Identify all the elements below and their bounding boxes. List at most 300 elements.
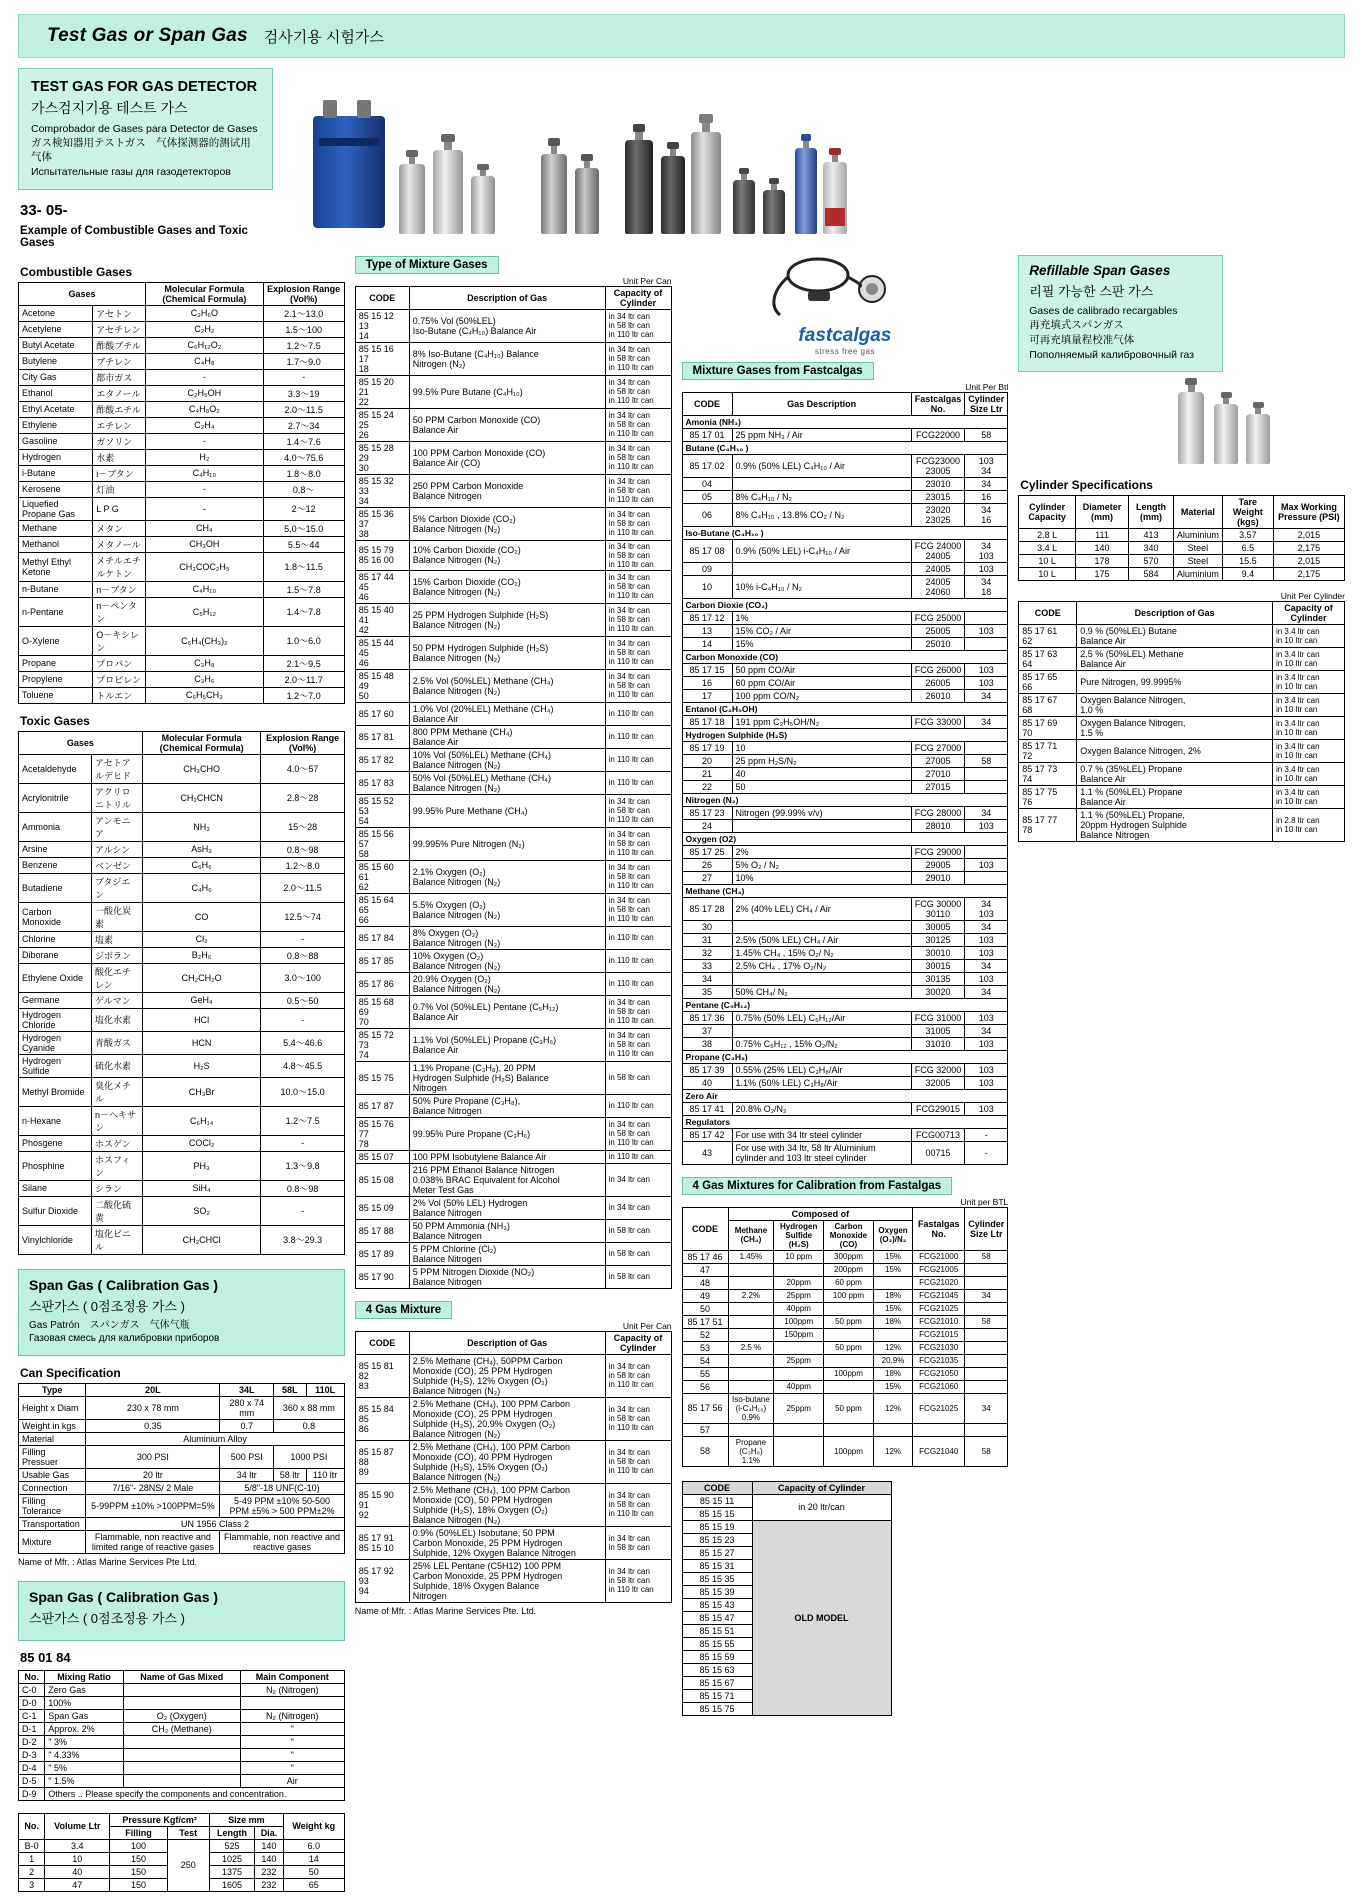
table-row — [682, 1302, 1008, 1315]
regulator-photo — [682, 255, 1009, 325]
four-gas-fastcal-body — [682, 1250, 1008, 1466]
table-cell: C₃H₆ — [146, 671, 264, 687]
table-cell: Others .. Please specify the components and concentration. — [45, 1787, 344, 1800]
table-cell: Aluminium Alloy — [86, 1432, 344, 1445]
table-cell: 2～12 — [263, 497, 344, 520]
table-cell: C₄H₈O₂ — [146, 401, 264, 417]
table-cell: 5/8"-18 UNF(C-10) — [220, 1481, 344, 1494]
table-cell — [123, 1683, 240, 1696]
table-cell: 103 — [965, 946, 1008, 959]
table-cell: 18% — [873, 1367, 912, 1380]
gas-group-header: Iso-Butane (C₄H₁₀ ) — [682, 526, 1008, 539]
gas-group-header: Methane (CH₄) — [682, 884, 1008, 897]
table-cell: 85 17 84 — [355, 926, 409, 949]
table-cell: Benzene — [19, 857, 92, 873]
th-cyl-pressure: Max Working Pressure (PSI) — [1273, 496, 1344, 529]
table-cell: 52 — [682, 1328, 728, 1341]
refillable-body — [1019, 625, 1345, 842]
table-row — [355, 342, 671, 375]
table-row — [19, 536, 345, 552]
table-row — [19, 754, 345, 783]
four-gas-fastcal-table — [682, 1207, 1009, 1467]
table-cell: COCl₂ — [142, 1135, 261, 1151]
span-gas-title-kr-2: 스판가스 ( 0점조정용 가스 ) — [29, 1610, 185, 1626]
table-cell: FCG21040 — [913, 1436, 965, 1466]
table-cell: 500 PSI — [220, 1445, 274, 1468]
table-row — [682, 1102, 1008, 1115]
table-cell: n-Butane — [19, 581, 93, 597]
table-cell: 85 15 84 85 86 — [355, 1397, 409, 1440]
table-cell: 22 — [682, 780, 732, 793]
table-cell: 1.0～6.0 — [263, 626, 344, 655]
table-cell: 150 — [110, 1865, 167, 1878]
th-co: Carbon Monoxide (CO) — [824, 1220, 874, 1250]
table-cell: 85 15 27 — [682, 1546, 752, 1559]
table-cell: Filling Pressuer — [19, 1445, 86, 1468]
table-row — [682, 1076, 1008, 1089]
table-cell: 85 17 69 70 — [1019, 717, 1077, 740]
table-row — [682, 1141, 1008, 1164]
table-cell: 49 — [682, 1289, 728, 1302]
table-row — [682, 562, 1008, 575]
table-cell: 50 — [682, 1302, 728, 1315]
table-cell: 85 17 65 66 — [1019, 671, 1077, 694]
table-cell: 0.9 % (50%LEL) Butane Balance Air — [1077, 625, 1273, 648]
example-heading: Example of Combustible Gases and Toxic Gases — [20, 224, 248, 249]
intro-section — [18, 68, 1345, 249]
table-cell: 12% — [873, 1393, 912, 1423]
table-row — [355, 1397, 671, 1440]
table-cell: 413 — [1129, 529, 1174, 542]
table-cell: 10 L — [1019, 555, 1076, 568]
table-cell: 28010 — [911, 819, 965, 832]
table-cell — [965, 871, 1008, 884]
table-cell: 1.2～8.0 — [261, 857, 344, 873]
table-cell: 50 ppm — [824, 1341, 874, 1354]
table-cell: Germane — [19, 992, 92, 1008]
table-cell: in 58 ltr can — [605, 1219, 671, 1242]
table-cell: FCG 26000 — [911, 663, 965, 676]
table-row — [355, 309, 671, 342]
table-cell: 水素 — [93, 449, 146, 465]
table-cell: 34 — [965, 1393, 1008, 1423]
four-gas-fastcal-label: 4 Gas Mixtures for Calibration from Fastalgas — [682, 1177, 953, 1195]
table-cell: 2.5% Vol (50%LEL) Methane (CH₄) Balance Nitrogen (N₂) — [409, 669, 605, 702]
table-cell: 2,015 — [1273, 529, 1344, 542]
table-cell: 300ppm — [824, 1250, 874, 1263]
table-cell: D-2 — [19, 1735, 45, 1748]
table-cell: Nitrogen (99.99% v/v) — [732, 806, 911, 819]
table-cell: FCG 28000 — [911, 806, 965, 819]
table-cell: Silane — [19, 1180, 92, 1196]
table-cell: 25ppm — [774, 1354, 824, 1367]
table-row — [682, 754, 1008, 767]
table-cell: in 34 ltr can in 58 ltr can in 110 ltr can — [605, 342, 671, 375]
four-gas-mixture-table — [355, 1331, 672, 1603]
table-cell: CO — [142, 902, 261, 931]
table-cell: 20ppm — [774, 1276, 824, 1289]
table-cell: in 3.4 ltr can in 10 ltr can — [1272, 763, 1344, 786]
table-cell — [965, 1341, 1008, 1354]
table-cell: Span Gas — [45, 1709, 124, 1722]
table-row — [19, 369, 345, 385]
gas-group-header: Butane (C₄H₁₀ ) — [682, 441, 1008, 454]
table-cell: PH₃ — [142, 1151, 261, 1180]
table-cell: 酢酸エチル — [93, 401, 146, 417]
table-cell: 85 17 12 — [682, 611, 732, 624]
table-cell: 5-49 PPM ±10% 50-500 PPM ±5% > 500 PPM±2% — [220, 1494, 344, 1517]
table-row — [19, 902, 345, 931]
cylinder-icon-9 — [733, 168, 755, 234]
table-cell: Butadiene — [19, 873, 92, 902]
table-cell: - — [965, 1128, 1008, 1141]
table-cell: 7/16"- 28NS/ 2 Male — [86, 1481, 220, 1494]
span-gas-code: 85 01 84 — [20, 1649, 71, 1665]
table-cell: 58 — [965, 428, 1008, 441]
table-cell: " — [240, 1748, 344, 1761]
table-cell: 1.1% Vol (50%LEL) Propane (C₃H₆) Balance Air — [409, 1028, 605, 1061]
table-cell: 85 15 15 — [682, 1507, 752, 1520]
table-cell: in 34 ltr can in 58 ltr can in 110 ltr can — [605, 893, 671, 926]
table-cell: 3.0～100 — [261, 963, 344, 992]
table-cell: Liquefied Propane Gas — [19, 497, 93, 520]
span-gas-box-2 — [18, 1581, 345, 1641]
table-row — [355, 603, 671, 636]
table-cell: 32 — [682, 946, 732, 959]
th-code-4g: CODE — [355, 1331, 409, 1354]
table-cell: 臭化メチル — [91, 1077, 142, 1106]
gas-group-header: Nitrogen (N₂) — [682, 793, 1008, 806]
table-cell — [965, 780, 1008, 793]
table-cell: CH₃COC₂H₅ — [146, 552, 264, 581]
table-row — [682, 728, 1008, 741]
table-cell: プロピレン — [93, 671, 146, 687]
table-cell: 4.0～75.6 — [263, 449, 344, 465]
table-row — [682, 1050, 1008, 1063]
table-cell: 15.5 — [1222, 555, 1273, 568]
table-row — [682, 832, 1008, 845]
info-line-ru: Испытательные газы для газодетекторов — [31, 165, 231, 178]
table-row — [682, 477, 1008, 490]
table-cell: 340 — [1129, 542, 1174, 555]
table-cell: in 3.4 ltr can in 10 ltr can — [1272, 625, 1344, 648]
cylinder-icon-8 — [691, 114, 721, 234]
table-cell: n－ヘキサン — [91, 1106, 142, 1135]
table-cell: 8% Oxygen (O₂) Balance Nitrogen (N₂) — [409, 926, 605, 949]
table-cell: 55 — [682, 1367, 728, 1380]
fastcalgas-unit: Unit Per Btl — [965, 381, 1009, 392]
table-cell: Butylene — [19, 353, 93, 369]
table-cell: 103 — [965, 676, 1008, 689]
table-cell: 525 — [209, 1839, 254, 1852]
table-row — [682, 1063, 1008, 1076]
span-gas-sub2: Газовая смесь для калибровки приборов — [29, 1333, 220, 1345]
table-cell: 29005 — [911, 858, 965, 871]
combustible-body — [19, 305, 345, 703]
table-cell: 34 16 — [965, 503, 1008, 526]
table-cell — [965, 1263, 1008, 1276]
table-row — [682, 1393, 1008, 1423]
table-cell: 50 PPM Carbon Monoxide (CO) Balance Air — [409, 408, 605, 441]
table-cell: Air — [240, 1774, 344, 1787]
table-cell: Propylene — [19, 671, 93, 687]
table-cell: 1.3～9.8 — [261, 1151, 344, 1180]
table-row — [355, 1163, 671, 1196]
table-cell: 1.4～7.6 — [263, 433, 344, 449]
table-cell: 65 — [283, 1878, 344, 1891]
table-cell: 31010 — [911, 1037, 965, 1050]
table-cell: 2% Vol (50% LEL) Hydrogen Balance Nitrogen — [409, 1196, 605, 1219]
table-cell: Ethylene Oxide — [19, 963, 92, 992]
table-cell: 85 15 40 41 42 — [355, 603, 409, 636]
table-row — [19, 1396, 345, 1419]
table-cell: 5 PPM Chlorine (Cl₂) Balance Nitrogen — [409, 1242, 605, 1265]
table-cell: 85 15 55 — [682, 1637, 752, 1650]
table-cell: 58 — [965, 1315, 1008, 1328]
table-cell: City Gas — [19, 369, 93, 385]
table-cell: アセトアルデヒド — [91, 754, 142, 783]
table-cell: 2,175 — [1273, 542, 1344, 555]
table-cell: " 4.33% — [45, 1748, 124, 1761]
table-cell — [732, 562, 911, 575]
table-cell: 0.35 — [86, 1419, 220, 1432]
table-cell: i－ブタン — [93, 465, 146, 481]
table-row — [682, 1115, 1008, 1128]
table-cell: FCG 27000 — [911, 741, 965, 754]
table-cell: ホスゲン — [91, 1135, 142, 1151]
table-cell: Phosgene — [19, 1135, 92, 1151]
table-cell: 34 — [965, 715, 1008, 728]
table-cell — [965, 741, 1008, 754]
table-cell: 85 17 85 — [355, 949, 409, 972]
table-cell: O₂ (Oxygen) — [123, 1709, 240, 1722]
table-cell: 15% CO₂ / Air — [732, 624, 911, 637]
table-cell: n-Pentane — [19, 597, 93, 626]
table-cell: 1375 — [209, 1865, 254, 1878]
table-cell: 99.95% Pure Propane (C₃H₆) — [409, 1117, 605, 1150]
table-row — [355, 636, 671, 669]
table-row — [682, 897, 1008, 920]
table-cell: 二酸化硫黄 — [91, 1196, 142, 1225]
table-row — [19, 385, 345, 401]
table-cell: 34 — [965, 920, 1008, 933]
table-cell: 85 17 71 72 — [1019, 740, 1077, 763]
table-cell: 85 15 35 — [682, 1572, 752, 1585]
table-cell: 2.5% CH₄ , 17% O₂/N₂ — [732, 959, 911, 972]
table-cell: 0.8 — [274, 1419, 345, 1432]
th-cap-old: Capacity of Cylinder — [752, 1481, 891, 1494]
mfr-note-1: Name of Mfr. : Atlas Marine Services Pte Ltd. — [18, 1556, 198, 1567]
table-row — [682, 663, 1008, 676]
table-cell: 85 17 83 — [355, 771, 409, 794]
table-cell: SO₂ — [142, 1196, 261, 1225]
table-cell: 50% Pure Propane (C₃H₈), Balance Nitrogen — [409, 1094, 605, 1117]
table-cell: 103 — [965, 663, 1008, 676]
refillable-line-jp: 再充填式スパンガス — [1029, 319, 1124, 332]
table-cell: 85 17 18 — [682, 715, 732, 728]
table-cell: 4.8～45.5 — [261, 1054, 344, 1077]
cylinder-icon-5 — [575, 154, 599, 234]
refillable-span-gases-table — [1018, 601, 1345, 842]
table-row — [682, 702, 1008, 715]
cyl-spec-header-row — [1019, 496, 1345, 529]
table-cell: Acetaldehyde — [19, 754, 92, 783]
table-cell: 2.0～11.5 — [261, 873, 344, 902]
table-cell: FCG 24000 24005 — [911, 539, 965, 562]
table-cell: 30010 — [911, 946, 965, 959]
table-row — [19, 321, 345, 337]
table-cell — [965, 1354, 1008, 1367]
mixing-ratio-body — [19, 1683, 345, 1800]
table-cell: CH₂CHCN — [142, 783, 261, 812]
mixture-gases-body — [355, 309, 671, 1288]
table-row — [19, 1787, 345, 1800]
table-row — [19, 1709, 345, 1722]
table-cell: アセチレン — [93, 321, 146, 337]
table-cell: 40ppm — [774, 1380, 824, 1393]
table-cell: 150ppm — [774, 1328, 824, 1341]
table-cell: 85 17 81 — [355, 725, 409, 748]
table-cell — [123, 1696, 240, 1709]
table-row — [682, 858, 1008, 871]
table-cell: 85 17 46 — [682, 1250, 728, 1263]
table-row — [19, 857, 345, 873]
table-cell: 85 15 12 13 14 — [355, 309, 409, 342]
table-cell: FCG00713 — [911, 1128, 965, 1141]
table-cell: 50 ppm — [824, 1393, 874, 1423]
fastcalgas-brand: fastcalgas — [798, 324, 892, 346]
table-cell: 1.2～7.0 — [263, 687, 344, 703]
table-cell: Acrylonitrile — [19, 783, 92, 812]
table-cell: in 34 ltr can in 58 ltr can in 110 ltr can — [605, 375, 671, 408]
table-cell: 5.0～15.0 — [263, 520, 344, 536]
table-cell — [728, 1380, 774, 1393]
th-code-4f: CODE — [682, 1207, 728, 1250]
table-row — [19, 401, 345, 417]
table-cell: ブチレン — [93, 353, 146, 369]
table-cell: 800 PPM Methane (CH₄) Balance Air — [409, 725, 605, 748]
table-cell: 85 15 43 — [682, 1598, 752, 1611]
table-row — [19, 812, 345, 841]
table-cell: 85 17 25 — [682, 845, 732, 858]
toxic-body — [19, 754, 345, 1254]
table-cell: in 3.4 ltr can in 10 ltr can — [1272, 786, 1344, 809]
cylinder-icon-3 — [471, 164, 495, 234]
table-cell: FCG21020 — [913, 1276, 965, 1289]
table-cell: 34 — [965, 1024, 1008, 1037]
cylinder-icon-10 — [763, 178, 785, 234]
table-cell: 85 15 68 69 70 — [355, 995, 409, 1028]
table-cell: FCG21025 — [913, 1302, 965, 1315]
table-cell: 200ppm — [824, 1263, 874, 1276]
table-cell — [824, 1423, 874, 1436]
table-cell: in 3.4 ltr can in 10 ltr can — [1272, 717, 1344, 740]
table-cell: 0.8～ — [263, 481, 344, 497]
table-cell: in 34 ltr can in 58 ltr can in 110 ltr can — [605, 1354, 671, 1397]
table-cell: 85 15 23 — [682, 1533, 752, 1546]
table-row — [1019, 625, 1345, 648]
table-row — [355, 1440, 671, 1483]
table-cell: in 3.4 ltr can in 10 ltr can — [1272, 694, 1344, 717]
th-type: Type — [19, 1383, 86, 1396]
table-row — [682, 741, 1008, 754]
table-cell — [824, 1302, 874, 1315]
table-cell: in 34 ltr can in 58 ltr can in 110 ltr can — [605, 1117, 671, 1150]
table-cell: 1.7～9.0 — [263, 353, 344, 369]
span-gas-title-1: Span Gas ( Calibration Gas ) — [29, 1276, 219, 1293]
table-row — [19, 520, 345, 536]
table-cell: in 34 ltr can in 58 ltr can in 110 ltr can — [605, 1559, 671, 1602]
table-cell: FCG 32000 — [911, 1063, 965, 1076]
four-gas-mixture-body — [355, 1354, 671, 1602]
table-cell — [123, 1761, 240, 1774]
table-cell: 8% C₄H₁₀ , 13.8% CO₂ / N₂ — [732, 503, 911, 526]
table-cell: Aluminium — [1173, 529, 1222, 542]
table-cell: 85 15 56 57 58 — [355, 827, 409, 860]
table-cell: 85 17 82 — [355, 748, 409, 771]
table-cell — [965, 1367, 1008, 1380]
table-cell: O-Xylene — [19, 626, 93, 655]
th-mixing-ratio: Mixing Ratio — [45, 1670, 124, 1683]
table-cell: FCG 29000 — [911, 845, 965, 858]
table-cell: アクリロニトリル — [91, 783, 142, 812]
table-row — [682, 598, 1008, 611]
table-row — [682, 1494, 891, 1507]
table-cell: 140 — [255, 1839, 284, 1852]
table-cell: 21 — [682, 767, 732, 780]
table-cell: D-9 — [19, 1787, 45, 1800]
table-cell: in 110 ltr can — [605, 725, 671, 748]
can-spec-body — [19, 1396, 345, 1553]
table-cell: 85 15 28 29 30 — [355, 441, 409, 474]
table-cell — [728, 1315, 774, 1328]
table-cell: 85 15 48 49 50 — [355, 669, 409, 702]
table-cell: 3.4 — [45, 1839, 110, 1852]
table-row — [19, 305, 345, 321]
th-cap-4g: Capacity of Cylinder — [605, 1331, 671, 1354]
table-cell: - — [146, 497, 264, 520]
table-cell — [728, 1328, 774, 1341]
four-gas-unit: Unit Per Can — [622, 1320, 672, 1331]
table-cell: 25 ppm H₂S/N₂ — [732, 754, 911, 767]
table-cell: " — [240, 1722, 344, 1735]
table-cell: 85 17 01 — [682, 428, 732, 441]
table-cell: 24 — [682, 819, 732, 832]
table-cell: - — [261, 1008, 344, 1031]
table-cell: HCl — [142, 1008, 261, 1031]
table-row — [19, 433, 345, 449]
th-range: Explosion Range (Vol%) — [263, 282, 344, 305]
table-row — [682, 1089, 1008, 1102]
table-cell: FCG23000 23005 — [911, 454, 965, 477]
th-cap-rf: Capacity of Cylinder — [1272, 602, 1344, 625]
table-row — [355, 1117, 671, 1150]
table-cell: 5.5～44 — [263, 536, 344, 552]
table-cell: in 58 ltr can — [605, 1265, 671, 1288]
table-row — [19, 597, 345, 626]
info-line-jp: ガス検知器用テストガス 气体探测器的测试用气体 — [31, 137, 251, 164]
table-cell: 85 15 67 — [682, 1676, 752, 1689]
table-row — [19, 465, 345, 481]
table-cell: 35 — [682, 985, 732, 998]
table-cell — [774, 1423, 824, 1436]
table-cell: 85 15 24 25 26 — [355, 408, 409, 441]
table-cell: Sulfur Dioxide — [19, 1196, 92, 1225]
table-cell: FCG 33000 — [911, 715, 965, 728]
th-length: Length — [209, 1826, 254, 1839]
table-row — [19, 337, 345, 353]
th-h2s: Hydrogen Sulfide (H₂S) — [774, 1220, 824, 1250]
